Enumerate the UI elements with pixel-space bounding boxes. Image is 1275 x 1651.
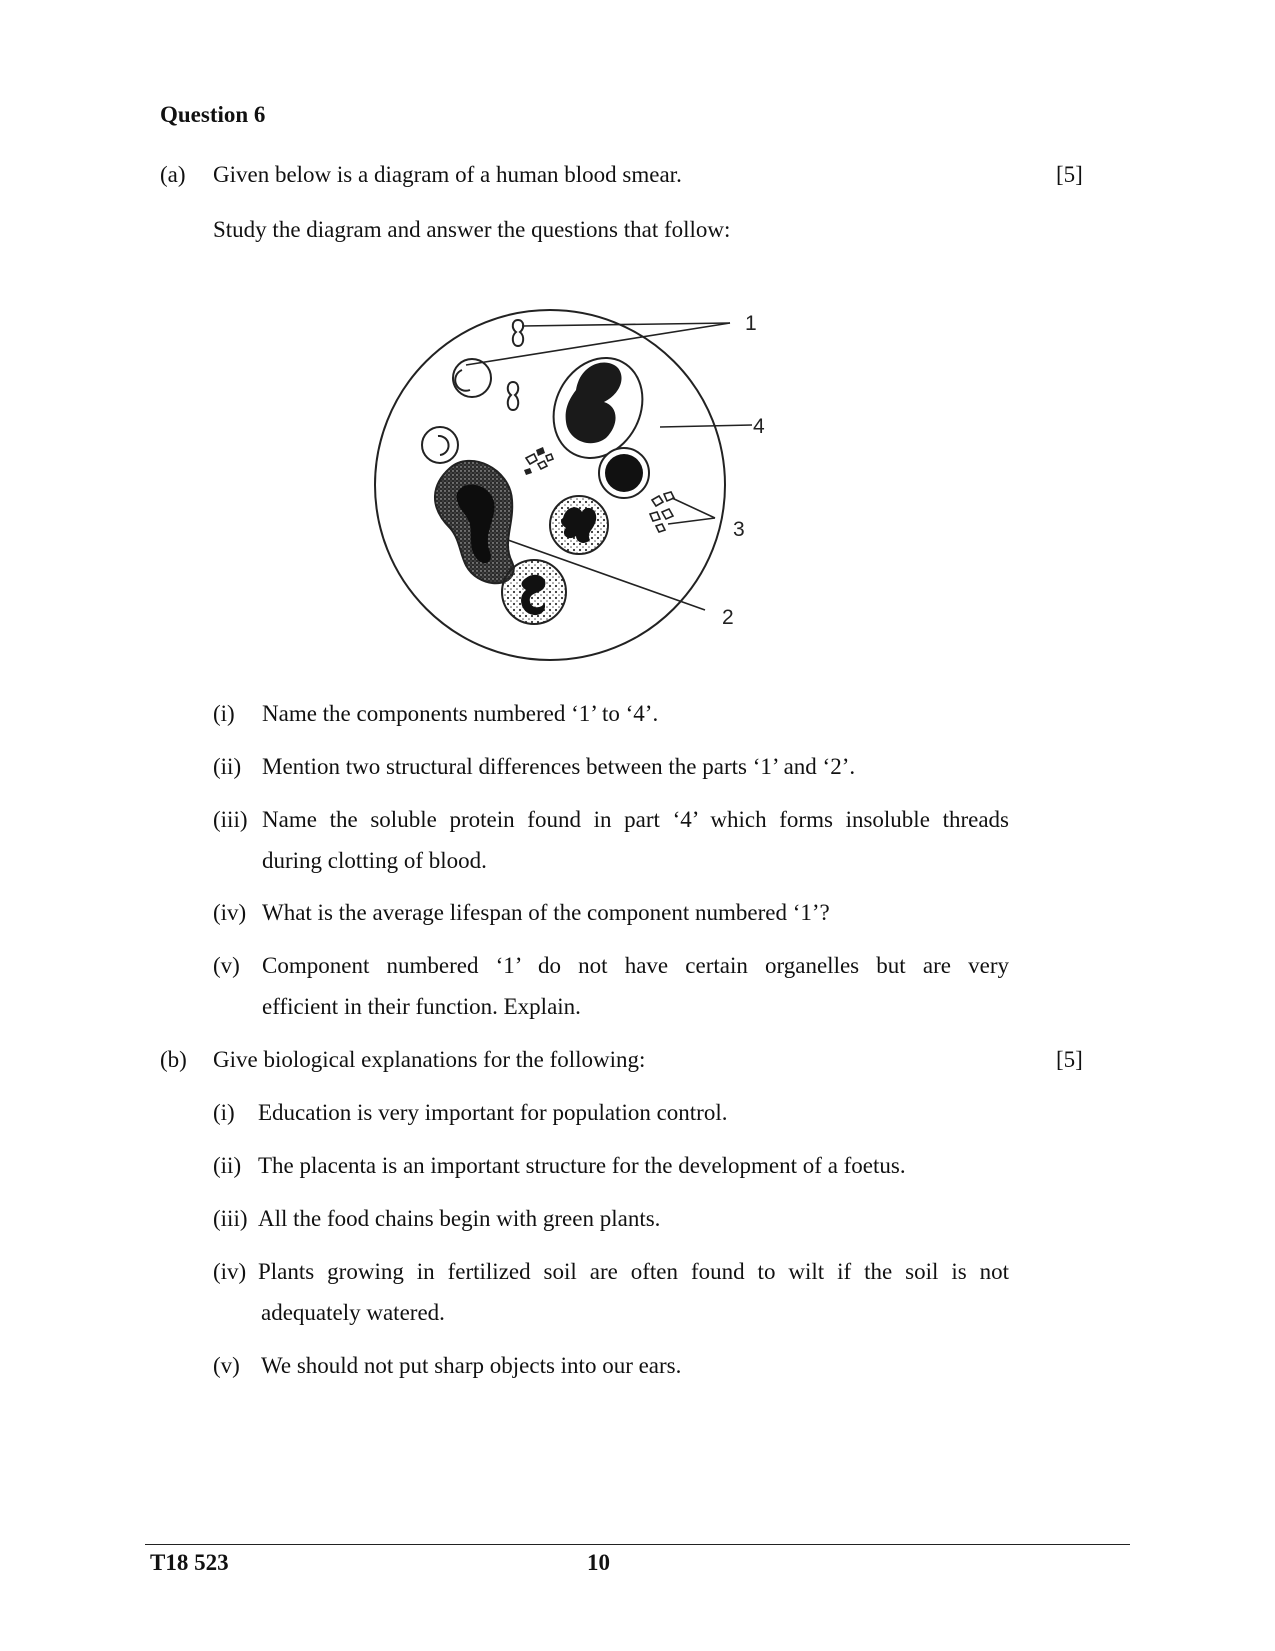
white-blood-cell-eosinophil xyxy=(435,461,514,583)
paper-code: T18 523 xyxy=(150,1550,229,1575)
diagram-label-2: 2 xyxy=(722,606,734,629)
part-a-item-text: Component numbered ‘1’ do not have certain organelles but are very xyxy=(262,953,1009,978)
part-a-item-num: (ii) xyxy=(213,754,242,779)
platelets-right xyxy=(650,492,674,532)
diagram-label-4: 4 xyxy=(753,415,765,438)
leader-line-1a xyxy=(522,323,730,326)
part-a-item-num: (iv) xyxy=(213,900,247,925)
blood-smear-diagram xyxy=(380,290,820,670)
part-a-instruction: Study the diagram and answer the questions that follow: xyxy=(213,217,731,242)
part-a-item-text: Name the components numbered ‘1’ to ‘4’. xyxy=(262,701,659,726)
question-title: Question 6 xyxy=(160,102,266,127)
part-b-item-num: (v) xyxy=(213,1353,240,1378)
part-b-item-text: Education is very important for population control. xyxy=(258,1100,728,1125)
part-a-marks: [5] xyxy=(1056,162,1083,187)
part-b-marks: [5] xyxy=(1056,1047,1083,1072)
part-b-item-num: (ii) xyxy=(213,1153,242,1178)
leader-line-4 xyxy=(660,425,752,427)
leader-line-3a xyxy=(672,498,715,518)
leader-line-3b xyxy=(668,518,715,524)
part-a-item-num: (iii) xyxy=(213,807,248,832)
part-b-item-text: We should not put sharp objects into our ears. xyxy=(261,1353,682,1378)
part-b-item-num: (iv) xyxy=(213,1259,247,1284)
red-blood-cell-side-view xyxy=(508,382,518,410)
red-blood-cell xyxy=(422,427,458,463)
part-b-item-text: All the food chains begin with green plants. xyxy=(258,1206,661,1231)
part-a-item-text: Mention two structural differences between the parts ‘1’ and ‘2’. xyxy=(262,754,856,779)
part-a-item-text: Name the soluble protein found in part ‘4’ which forms insoluble threads xyxy=(262,807,1009,832)
white-blood-cell-lymphocyte xyxy=(599,448,649,498)
part-b-item-num: (iii) xyxy=(213,1206,248,1231)
part-b-item-num: (i) xyxy=(213,1100,235,1125)
part-a-item-num: (i) xyxy=(213,701,235,726)
part-a-item-num: (v) xyxy=(213,953,240,978)
part-b-item-text-cont: adequately watered. xyxy=(261,1300,445,1325)
platelets-center xyxy=(524,447,553,475)
footer-rule xyxy=(145,1544,1130,1545)
part-a-label: (a) xyxy=(160,162,186,187)
white-blood-cell-basophil xyxy=(502,560,566,624)
part-a-item-text-cont: efficient in their function. Explain. xyxy=(262,994,581,1019)
part-b-intro: Give biological explanations for the following: xyxy=(213,1047,646,1072)
white-blood-cell-neutrophil xyxy=(550,496,608,554)
red-blood-cell-side-view xyxy=(513,320,523,346)
part-b-item-text: The placenta is an important structure for the development of a foetus. xyxy=(258,1153,906,1178)
part-a-item-text-cont: during clotting of blood. xyxy=(262,848,487,873)
diagram-label-1: 1 xyxy=(745,312,757,335)
part-a-item-text: What is the average lifespan of the component numbered ‘1’? xyxy=(262,900,830,925)
part-a-intro: Given below is a diagram of a human blood smear. xyxy=(213,162,682,187)
blood-smear-svg xyxy=(380,290,820,670)
part-b-item-text: Plants growing in fertilized soil are often found to wilt if the soil is not xyxy=(258,1259,1009,1284)
page-number: 10 xyxy=(587,1550,610,1575)
part-b-label: (b) xyxy=(160,1047,187,1072)
diagram-label-3: 3 xyxy=(733,518,745,541)
